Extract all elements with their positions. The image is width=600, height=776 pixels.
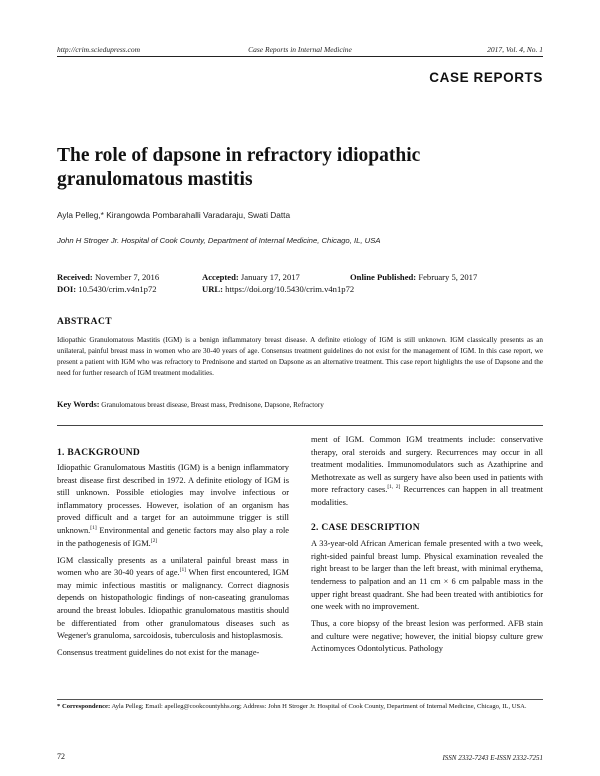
background-heading: 1. BACKGROUND (57, 448, 141, 458)
issn: ISSN 2332-7243 E-ISSN 2332-7251 (442, 754, 543, 762)
article-title: The role of dapsone in refractory idiopathic granulomatous mastitis (57, 145, 421, 190)
section-label: CASE REPORTS (429, 70, 543, 85)
article-url[interactable]: URL: https://doi.org/10.5430/crim.v4n1p72 (202, 284, 355, 294)
affiliation: John H Stroger Jr. Hospital of Cook County, Department of Internal Medicine, Chicago, IL, USA (57, 236, 381, 245)
header-divider (57, 56, 543, 57)
abstract-heading: ABSTRACT (57, 317, 112, 327)
published-date: Online Published: February 5, 2017 (350, 272, 478, 282)
accepted-date: Accepted: January 17, 2017 (202, 272, 300, 282)
body-paragraph: ment of IGM. Common IGM treatments include: conservative therapy, oral steroids and surgery. Recurrences may occur in all treatment modalities. Immunomodulators such as Azathiprine and Methotrexate as well as surgery have also been used in patients with more refractory cases.[1, 2] Recurrences can happen in all treatment modalities. (311, 435, 543, 507)
doi[interactable]: DOI: 10.5430/crim.v4n1p72 (57, 284, 157, 294)
background-body (57, 462, 289, 660)
case-description-heading: 2. CASE DESCRIPTION (311, 522, 420, 533)
citation[interactable]: [1] (179, 567, 187, 574)
header-url[interactable]: http://crim.sciedupress.com (57, 45, 141, 54)
background-paragraph: IGM classically presents as a unilateral painful breast mass in women who are 30-40 years of age.[1] When first encountered, IGM may mimic infectious mastitis or malignancy. Correct diagnosis depends on histopathologic findings of non-caseating granulomas around the breast lobules. Idiopathic granulomatous mastitis should be differentiated from other granulomatous diseases such as Wegener's granuloma, sarcoidosis, tuberculosis and histoplasmosis. (57, 555, 290, 641)
citation[interactable]: [2] (150, 537, 158, 544)
header-volume: 2017, Vol. 4, No. 1 (487, 45, 543, 54)
page-number: 72 (57, 752, 65, 761)
right-column (311, 434, 543, 661)
header-journal: Case Reports in Internal Medicine (248, 45, 352, 54)
keywords: Key Words: Granulomatous breast disease, Breast mass, Prednisone, Dapsone, Refractory (57, 400, 324, 409)
citation[interactable]: [1] (90, 525, 97, 532)
case-paragraph: Thus, a core biopsy of the breast lesion was performed. AFB stain and culture were negative; however, the initial biopsy culture grew Actinomyces Odontolyticus. Pathology (311, 619, 543, 654)
abstract-divider (57, 425, 543, 426)
background-paragraph: Idiopathic Granulomatous Mastitis (IGM) is a benign inflammatory breast disease first described in 1972. A definite etiology of IGM is still unknown. Possible etiologies may involve infectious or inflammatory processes. However, isolation of an organism has proved difficult and a target for an autoimmune trigger is still unknown.[1] Environmental and genetic factors may also play a role in the pathogenesis of IGM.[2] (57, 463, 289, 548)
author-list: Ayla Pelleg,* Kirangowda Pombarahalli Varadaraju, Swati Datta (57, 210, 291, 220)
case-paragraph: A 33-year-old African American female presented with a two week, right-sided painful breast lump. Physical examination revealed the right breast to be larger than the left breast, with minimal erythema, tenderness to palpation and an 11 cm × 6 cm palpable mass in the upper right breast quadrant. She had been treated with antibiotics for one week with no improvement. (311, 539, 543, 612)
right-column-body (311, 434, 543, 656)
background-paragraph: Consensus treatment guidelines do not exist for the manage- (57, 648, 260, 658)
correspondence-footnote: * Correspondence: Ayla Pelleg; Email: apelleg@cookcountyhhs.org; Address: John H Stroger Jr. Hospital of Cook County, Department of Internal Medicine, Chicago, IL, USA. (57, 703, 527, 710)
citation[interactable]: [1, 2] (387, 484, 401, 491)
footnote-divider (57, 699, 543, 700)
received-date: Received: November 7, 2016 (57, 272, 160, 282)
left-column (57, 448, 289, 664)
abstract-text: Idiopathic Granulomatous Mastitis (IGM) is a benign inflammatory breast disease. A definite etiology of IGM is still unknown. IGM classically presents as an unilateral, painful breast mass in women who are 30-40 years of age. Consensus treatment guidelines do not exist for the management of IGM. In this case report, we present a patient with IGM who was refractory to Prednisone and started on Dapsone as an alternative treatment. This case report highlights the use of Dapsone and the need for further research of IGM treatment modalities. (57, 336, 543, 378)
